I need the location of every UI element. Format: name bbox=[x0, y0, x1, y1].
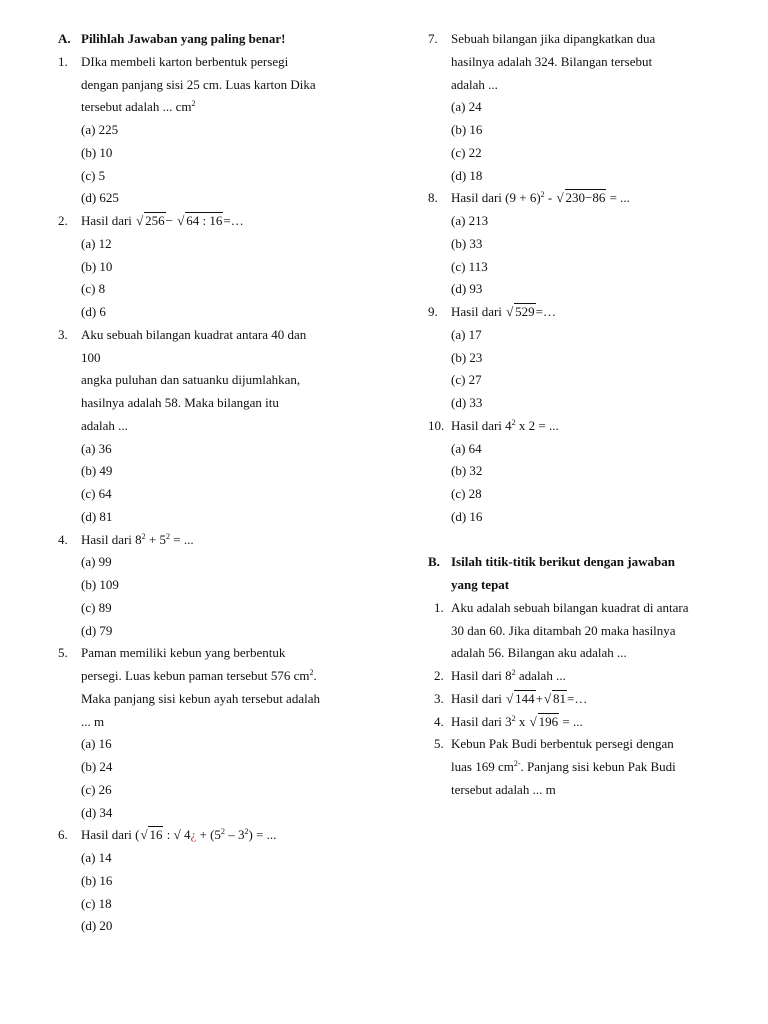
question-text: adalah ... bbox=[451, 76, 498, 92]
question-text: Hasil dari $4^2$ x 2 = ... bbox=[451, 417, 559, 433]
option-d: (d) 34 bbox=[81, 804, 113, 820]
square-root: √ 144 bbox=[506, 688, 536, 711]
option-a: (a) 213 bbox=[451, 213, 489, 228]
square-root: √ 64 : 16 bbox=[177, 210, 223, 233]
question-text: Hasil dari $(9 + 6)^2$ - √ 230−86 = ... bbox=[451, 187, 630, 210]
question-9 bbox=[428, 301, 748, 415]
question-2 bbox=[58, 210, 388, 324]
option-c: (c) 89 bbox=[81, 599, 112, 615]
option-c: (c) 22 bbox=[451, 144, 482, 160]
question-3 bbox=[58, 324, 388, 529]
option-c: (c) 8 bbox=[81, 281, 106, 297]
square-root: √ 230−86 bbox=[557, 187, 607, 210]
square-root: √ 529 bbox=[506, 301, 536, 324]
option-b: (b) 33 bbox=[451, 235, 483, 251]
question-text: adalah ... bbox=[81, 417, 128, 433]
question-number: 2. bbox=[58, 213, 68, 228]
fill-question-5 bbox=[428, 733, 748, 801]
question-text: Aku sebuah bilangan kuadrat antara 40 dan bbox=[81, 326, 307, 342]
question-number: 1. bbox=[58, 53, 68, 69]
option-b: (b) 24 bbox=[81, 759, 113, 774]
section-title: Pilihlah Jawaban yang paling benar! bbox=[81, 31, 286, 46]
question-10 bbox=[428, 415, 748, 529]
question-text: luas 169 $cm^{2-}$. Panjang sisi kebun Pak Budi bbox=[451, 759, 676, 774]
question-text: persegi. Luas kebun paman tersebut 576 $cm^2$. bbox=[81, 668, 317, 683]
question-number: 8. bbox=[428, 190, 438, 206]
question-text: Aku adalah sebuah bilangan kuadrat di antara bbox=[451, 599, 689, 615]
question-text: tersebut adalah ... m bbox=[451, 781, 556, 797]
question-number: 3. bbox=[434, 690, 444, 706]
option-a: (a) 16 bbox=[81, 736, 112, 752]
question-4 bbox=[58, 529, 388, 643]
square-root: √ 16 bbox=[140, 824, 163, 847]
question-number: 7. bbox=[428, 31, 438, 46]
question-number: 5. bbox=[58, 645, 68, 661]
option-d: (d) 625 bbox=[81, 190, 119, 206]
question-text: Hasil dari √ 529=… bbox=[451, 301, 556, 324]
option-d: (d) 93 bbox=[451, 281, 483, 297]
option-a: (a) 12 bbox=[81, 235, 112, 251]
option-d: (d) 20 bbox=[81, 918, 113, 934]
section-letter: A. bbox=[58, 31, 71, 46]
question-text: Sebuah bilangan jika dipangkatkan dua bbox=[451, 31, 656, 46]
question-1 bbox=[58, 51, 388, 210]
question-text: hasilnya adalah 58. Maka bilangan itu bbox=[81, 395, 279, 410]
option-c: (c) 27 bbox=[451, 372, 482, 388]
option-b: (b) 10 bbox=[81, 144, 113, 160]
question-text: 30 dan 60. Jika ditambah 20 maka hasilnya bbox=[451, 622, 676, 638]
option-b: (b) 109 bbox=[81, 577, 119, 592]
question-number: 6. bbox=[58, 827, 68, 843]
question-text: Hasil dari $8^2$ adalah ... bbox=[451, 668, 566, 683]
question-text: DIka membeli karton berbentuk persegi bbox=[81, 53, 289, 69]
glitch-glyph: ¿ bbox=[190, 827, 197, 843]
option-c: (c) 28 bbox=[451, 486, 482, 501]
question-number: 5. bbox=[434, 736, 444, 752]
question-text: Kebun Pak Budi berbentuk persegi dengan bbox=[451, 736, 674, 752]
question-text: hasilnya adalah 324. Bilangan tersebut bbox=[451, 53, 653, 69]
option-c: (c) 26 bbox=[81, 781, 112, 797]
question-text: Hasil dari $3^2$ x √ 196 = ... bbox=[451, 711, 583, 734]
square-root: √ 256 bbox=[136, 210, 166, 233]
question-text: Paman memiliki kebun yang berbentuk bbox=[81, 645, 286, 661]
option-c: (c) 113 bbox=[451, 258, 488, 274]
option-b: (b) 16 bbox=[81, 872, 113, 888]
option-c: (c) 64 bbox=[81, 486, 112, 501]
option-d: (d) 81 bbox=[81, 508, 113, 524]
question-text: dengan panjang sisi 25 cm. Luas karton Dika bbox=[81, 76, 316, 92]
option-a: (a) 24 bbox=[451, 99, 482, 115]
right-column bbox=[428, 28, 748, 802]
option-a: (a) 64 bbox=[451, 440, 482, 456]
option-a: (a) 14 bbox=[81, 850, 112, 865]
question-text: angka puluhan dan satuanku dijumlahkan, bbox=[81, 372, 301, 388]
left-column bbox=[58, 28, 388, 938]
option-d: (d) 16 bbox=[451, 508, 483, 524]
option-a: (a) 17 bbox=[451, 326, 482, 342]
spacer bbox=[428, 529, 748, 552]
question-number: 4. bbox=[58, 531, 68, 547]
option-c: (c) 5 bbox=[81, 167, 106, 183]
option-b: (b) 32 bbox=[451, 463, 483, 479]
section-title: Isilah titik-titik berikut dengan jawaban bbox=[451, 554, 675, 570]
question-text: Hasil dari √ 256− √ 64 : 16=… bbox=[81, 210, 244, 233]
option-a: (a) 36 bbox=[81, 440, 112, 456]
section-b-heading bbox=[428, 551, 748, 597]
option-d: (d) 79 bbox=[81, 622, 113, 638]
question-number: 1. bbox=[434, 599, 444, 615]
option-b: (b) 23 bbox=[451, 349, 483, 365]
option-d: (d) 6 bbox=[81, 304, 106, 319]
fill-question-3 bbox=[428, 688, 748, 711]
section-a-heading bbox=[58, 28, 388, 51]
option-b: (b) 16 bbox=[451, 122, 483, 137]
question-6 bbox=[58, 824, 388, 938]
square-root: √ 81 bbox=[544, 688, 567, 711]
question-text: adalah 56. Bilangan aku adalah ... bbox=[451, 645, 627, 661]
fill-question-4 bbox=[428, 711, 748, 734]
question-text: Hasil dari √ 144+√ 81=… bbox=[451, 688, 587, 711]
fill-question-1 bbox=[428, 597, 748, 665]
option-b: (b) 10 bbox=[81, 258, 113, 274]
option-d: (d) 33 bbox=[451, 395, 483, 410]
question-text: Maka panjang sisi kebun ayah tersebut adalah bbox=[81, 690, 320, 706]
question-7 bbox=[428, 28, 748, 187]
question-number: 4. bbox=[434, 713, 444, 729]
question-8 bbox=[428, 187, 748, 301]
question-text: ... m bbox=[81, 713, 105, 729]
square-root: √ 196 bbox=[530, 711, 560, 734]
question-text: Hasil dari (√ 16 : √ 4¿ + $(5^2 - 3^2)$ = ... bbox=[81, 824, 276, 847]
question-text: Hasil dari $8^2 + 5^2$ = ... bbox=[81, 531, 194, 547]
option-a: (a) 99 bbox=[81, 554, 112, 570]
fill-question-2 bbox=[428, 665, 748, 688]
section-title: yang tepat bbox=[451, 577, 510, 592]
question-number: 3. bbox=[58, 326, 68, 342]
option-a: (a) 225 bbox=[81, 122, 119, 137]
option-b: (b) 49 bbox=[81, 463, 113, 479]
question-number: 10. bbox=[428, 417, 445, 433]
section-letter: B. bbox=[428, 554, 440, 570]
question-number: 2. bbox=[434, 668, 444, 683]
question-number: 9. bbox=[428, 304, 438, 319]
option-c: (c) 18 bbox=[81, 895, 112, 911]
question-5 bbox=[58, 642, 388, 824]
option-d: (d) 18 bbox=[451, 167, 483, 183]
question-text: 100 bbox=[81, 349, 101, 365]
question-text: tersebut adalah ... $cm^2$ bbox=[81, 99, 196, 115]
